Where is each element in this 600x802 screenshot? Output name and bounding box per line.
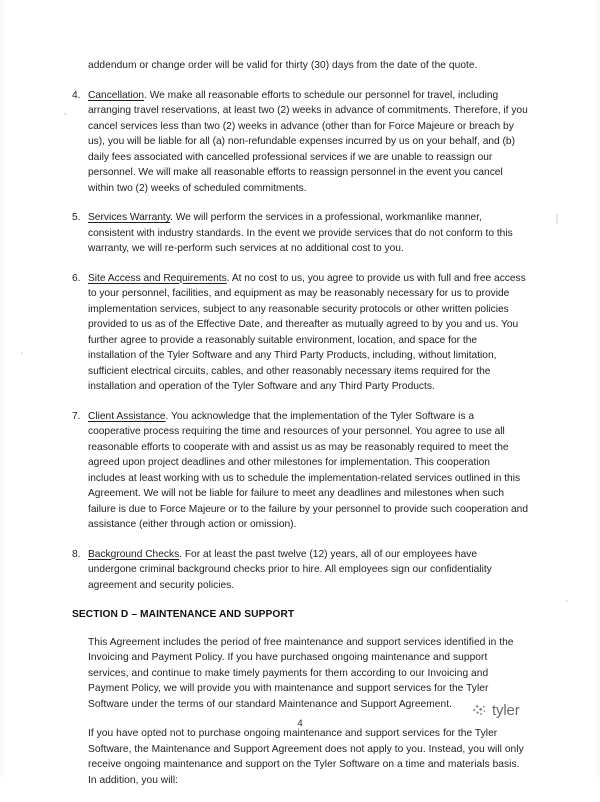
list-item-term: Services Warranty — [88, 212, 171, 223]
list-item-body — [88, 210, 528, 257]
lead-paragraph: addendum or change order will be valid for thirty (30) days from the date of the quote. — [88, 60, 478, 71]
list-item-term: Client Assistance — [88, 410, 166, 422]
list-item — [72, 547, 528, 594]
section-paragraph: This Agreement includes the period of free maintenance and support services identified in the Invoicing and Payment Policy. If you have purchased ongoing maintenance and support services, and continue to make timely payments for them according to our Invoicing and Payment Policy, we will provide you with maintenance and support services for the Tyler Software under the terms of our standard Maintenance and Support Agreement. — [88, 636, 514, 710]
section-paragraph: If you have opted not to purchase ongoing maintenance and support services for the Tyler Software, the Maintenance and Support Agreement does not apply to you. Instead, you will only receive ongoing maintenance and support on the Tyler Software on a time and materials basis. In addition, you will: — [88, 728, 524, 786]
list-item-number: 5. — [72, 212, 81, 223]
list-item-number: 4. — [72, 89, 81, 101]
list-item — [72, 210, 528, 257]
tyler-dot-cluster-logo-mark — [472, 702, 488, 718]
document-body — [72, 58, 528, 802]
list-item — [72, 88, 528, 197]
list-item-number: 7. — [72, 410, 81, 422]
list-item — [72, 271, 528, 395]
list-item-text: . We make all reasonable efforts to schedule our personnel for travel, including arranging travel reservations, at least two (2) weeks in advance of commitments. Therefore, if you cancel services less than two (2) weeks in advance (other than for Force Majeure or breach by us), you will be liable for all (a) non-refundable expenses incurred by us on your behalf, and (b) daily fees associated with cancelled professional services if we are unable to reassign our personnel. We will make all reasonable efforts to reassign personnel in the event you cancel within two (2) weeks of scheduled commitments. — [88, 89, 528, 194]
page-number: 4 — [297, 718, 303, 729]
list-item-number: 6. — [72, 272, 81, 284]
tyler-logo-text: tyler — [492, 701, 520, 719]
list-item-term: Site Access and Requirements — [88, 272, 227, 284]
tyler-logo — [472, 702, 520, 718]
list-item-term: Background Checks — [88, 548, 180, 560]
list-item-text: . For at least the past twelve (12) years, all of our employees have undergone criminal background checks prior to hire. All employees sign our confidentiality agreement and security policies. — [88, 548, 492, 591]
list-item-number: 8. — [72, 548, 81, 560]
list-item-body — [88, 547, 528, 594]
section-heading: SECTION D – MAINTENANCE AND SUPPORT — [72, 609, 295, 620]
page-footer — [0, 718, 600, 748]
list-item-text: . You acknowledge that the implementation of the Tyler Software is a cooperative process requiring the time and resources of your personnel. You agree to use all reasonable efforts to cooperate with and assist us as may be reasonably required to meet the agreed upon project deadlines and other milestones for implementation. This cooperation includes at least working with us to schedule the implementation-related services outlined in this Agreement. We will not be liable for failure to meet any deadlines and milestones when such failure is due to Force Majeure or to the failure by your personnel to provide such cooperation and assistance (either through action or omission). — [88, 410, 529, 530]
list-item-text: . At no cost to us, you agree to provide us with full and free access to your personnel, facilities, and equipment as may be reasonably necessary for us to provide implementation services, subject to any reasonable security protocols or other written policies provided to us as of the Effective Date, and thereafter as mutually agreed to by you and us. You further agree to provide a reasonably suitable environment, location, and space for the installation of the Tyler Software and any Third Party Products, including, without limitation, sufficient electrical circuits, cables, and other reasonably necessary items required for the installation and operation of the Tyler Software and any Third Party Products. — [88, 272, 526, 392]
list-item-term: Cancellation — [88, 89, 145, 101]
list-item-body — [88, 88, 528, 197]
list-item-body — [88, 271, 528, 395]
list-item-body — [88, 409, 528, 533]
list-item — [72, 409, 528, 533]
list-item-text: . We will perform the services in a professional, workmanlike manner, consistent with industry standards. In the event we provide services that do not conform to this warranty, we will re-perform such services at no additional cost to you. — [88, 212, 513, 254]
